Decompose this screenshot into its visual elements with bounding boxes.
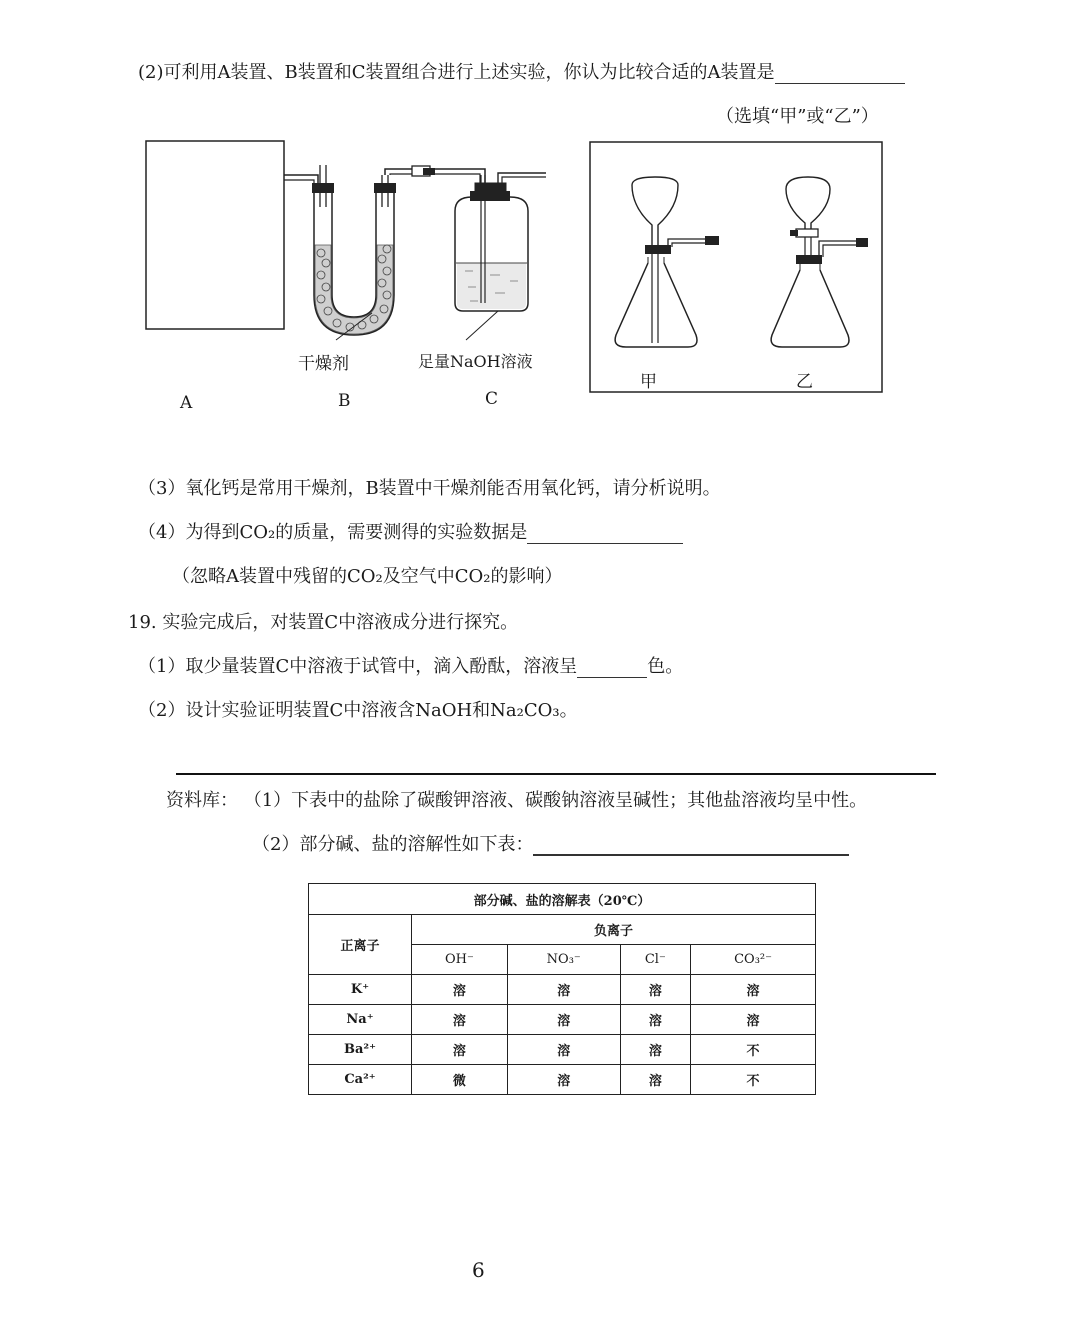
label-a: A <box>180 393 193 413</box>
apparatus-jia <box>615 177 719 347</box>
table-row <box>309 975 816 1005</box>
resources-item2-text: （2）部分碱、盐的溶解性如下表： <box>252 834 534 855</box>
apparatus-diagram <box>140 135 900 415</box>
table-title: 部分碱、盐的溶解表（20℃） <box>309 884 816 915</box>
apparatus-a-box <box>146 141 284 329</box>
solubility-cell: 不 <box>691 1065 816 1095</box>
resources-item1 <box>166 786 867 812</box>
anion-oh: OH⁻ <box>412 945 508 975</box>
solubility-cell: 溶 <box>620 975 691 1005</box>
page-number: 6 <box>472 1258 485 1282</box>
label-jia: 甲 <box>640 372 657 392</box>
solubility-cell: 溶 <box>507 975 620 1005</box>
label-yi: 乙 <box>796 372 813 392</box>
apparatus-yi <box>771 177 868 347</box>
cation-cell: Ba²⁺ <box>309 1035 412 1065</box>
solubility-cell: 溶 <box>691 1005 816 1035</box>
anion-header: 负离子 <box>412 915 816 945</box>
q19-intro: 19. 实验完成后，对装置C中溶液成分进行探究。 <box>128 612 519 633</box>
gas-bottle-c <box>455 173 546 311</box>
label-c: C <box>485 389 499 409</box>
alt-apparatus-frame <box>590 142 882 392</box>
solubility-cell: 溶 <box>620 1005 691 1035</box>
anion-no3: NO₃⁻ <box>507 945 620 975</box>
solubility-cell: 溶 <box>507 1065 620 1095</box>
solubility-cell: 溶 <box>691 975 816 1005</box>
solubility-table <box>308 883 816 1095</box>
label-b: B <box>338 391 351 411</box>
solubility-cell: 溶 <box>507 1005 620 1035</box>
q19-part1 <box>138 652 683 678</box>
q18-part2-hint: （选填“甲”或“乙”） <box>716 106 879 127</box>
u-tube-b <box>312 165 396 335</box>
table-row <box>309 1005 816 1035</box>
solubility-cell: 溶 <box>620 1035 691 1065</box>
solubility-cell: 溶 <box>620 1065 691 1095</box>
anion-cl: Cl⁻ <box>620 945 691 975</box>
q18-part4 <box>138 518 683 544</box>
q19-part1-text: （1）取少量装置C中溶液于试管中，滴入酚酞，溶液呈 <box>138 656 578 677</box>
q18-part4-text: （4）为得到CO₂的质量，需要测得的实验数据是 <box>138 522 528 543</box>
cation-cell: Na⁺ <box>309 1005 412 1035</box>
anion-co3: CO₃²⁻ <box>691 945 816 975</box>
answer-blank-a-apparatus[interactable] <box>775 65 905 84</box>
solubility-cell: 溶 <box>507 1035 620 1065</box>
q19-part2: （2）设计实验证明装置C中溶液含NaOH和Na₂CO₃。 <box>138 700 578 721</box>
table-row <box>309 1065 816 1095</box>
label-naoh-solution: 足量NaOH溶液 <box>418 352 533 371</box>
resources-item1-text: （1）下表中的盐除了碳酸钾溶液、碳酸钠溶液呈碱性；其他盐溶液均呈中性。 <box>243 790 868 811</box>
solubility-cell: 溶 <box>412 1035 508 1065</box>
cation-cell: Ca²⁺ <box>309 1065 412 1095</box>
q19-part1-suffix: 色。 <box>647 656 684 677</box>
cation-cell: K⁺ <box>309 975 412 1005</box>
solubility-cell: 微 <box>412 1065 508 1095</box>
resources-item2 <box>252 830 849 856</box>
solubility-cell: 溶 <box>412 975 508 1005</box>
table-row <box>309 1035 816 1065</box>
solubility-cell: 不 <box>691 1035 816 1065</box>
apparatus-svg <box>140 135 900 415</box>
q18-part2 <box>138 58 905 84</box>
cation-header: 正离子 <box>309 915 412 975</box>
label-desiccant: 干燥剂 <box>298 354 349 374</box>
resources-label: 资料库： <box>166 790 238 811</box>
answer-blank-co2-data[interactable] <box>527 525 683 544</box>
answer-blank-resources[interactable] <box>533 836 849 856</box>
section-divider <box>176 773 936 775</box>
q18-part2-text: (2)可利用A装置、B装置和C装置组合进行上述实验，你认为比较合适的A装置是 <box>138 62 775 83</box>
q18-part4-note: （忽略A装置中残留的CO₂及空气中CO₂的影响） <box>172 566 563 587</box>
q18-part3: （3）氧化钙是常用干燥剂，B装置中干燥剂能否用氧化钙，请分析说明。 <box>138 478 721 499</box>
solubility-cell: 溶 <box>412 1005 508 1035</box>
answer-blank-color[interactable] <box>577 659 647 678</box>
